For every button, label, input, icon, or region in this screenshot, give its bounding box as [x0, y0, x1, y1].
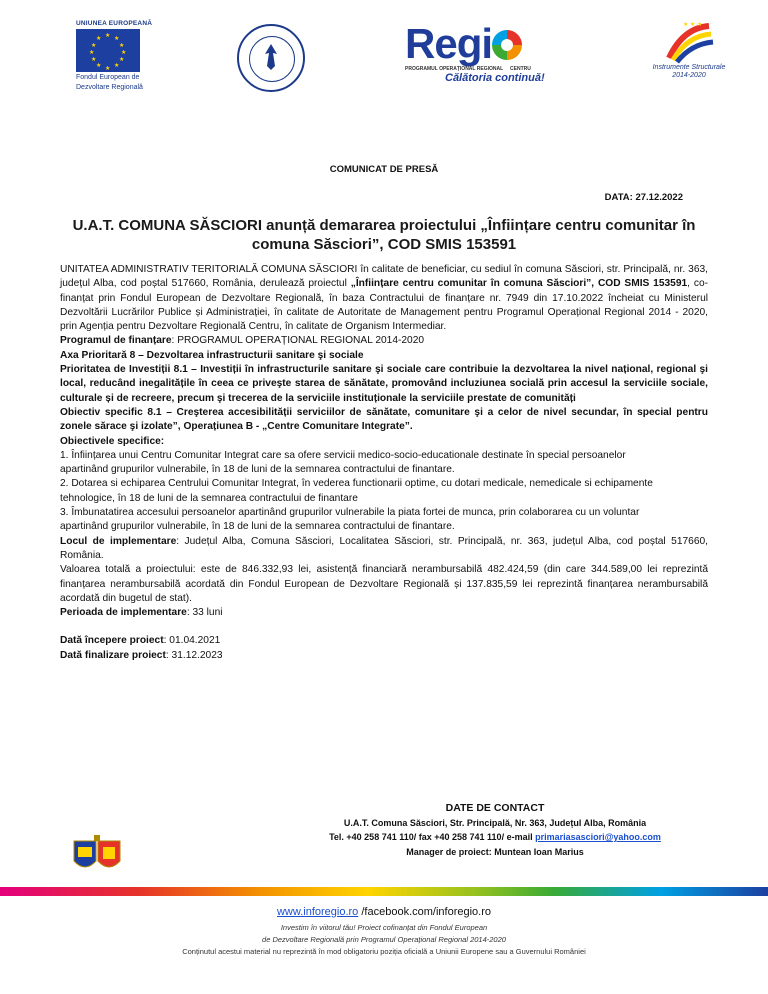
perioada-label: Perioada de implementare [60, 607, 187, 619]
prioritate-paragraph: Prioritatea de Investiții 8.1 – Investiții în infrastructurile sanitare şi sociale care contribuie la dezvoltarea la nivel național, regional şi local, reducând inegalitățile în ceea ce priveşte starea de sănătate, promovând incluziunea socială prin accesul la serviciile sociale, culturale și de recreere, precum şi trecerea de la serviciile instituționale la serviciile prestate de comunități [60, 364, 708, 404]
date-label: DATA: 27.12.2022 [604, 192, 683, 203]
objective-3b: apartinând grupurilor vulnerabile, în 18 de luni de la semnarea contractului de finantare. [60, 521, 455, 533]
regio-sub2: CENTRU [510, 66, 531, 72]
contact-header: DATE DE CONTACT [445, 802, 545, 814]
project-name: „Înființare centru comunitar în comuna Săsciori”, COD SMIS 153591 [350, 278, 688, 290]
locul-label: Locul de implementare [60, 535, 177, 547]
program-label: Programul de finanțare [60, 335, 172, 347]
contact-phone-line [260, 830, 730, 845]
end-label: Dată finalizare proiect [60, 649, 166, 661]
eu-title: UNIUNEA EUROPEANĂ [76, 20, 153, 27]
locul-line [60, 535, 708, 564]
footer-line1: Investim în viitorul tău! Proiect cofinanțat din Fondul European [280, 923, 488, 932]
contact-block [260, 801, 730, 859]
eu-fund-line2: Dezvoltare Regională [76, 84, 143, 91]
axa-line: Axa Prioritară 8 – Dezvoltarea infrastructurii sanitare şi sociale [60, 349, 364, 361]
intro-text-a: UNITATEA ADMINISTRATIV TERITORIALĂ COMUNA SĂSCIORI în calitate de beneficiar, cu sediul în comuna Săsciori, str. Principală, nr. 363, județul Alba, cod poștal 517660, România, derulează proiectul [60, 264, 708, 290]
regio-logo [405, 22, 580, 84]
objective-3a: 3. Îmbunatatirea accesului persoanelor apartinând grupurilor vulnerabile la piata fortei de munca, prin colaborarea cu un voluntar [60, 507, 640, 519]
contact-address: U.A.T. Comuna Săsciori, Str. Principală, Nr. 363, Județul Alba, România [343, 817, 647, 828]
color-stripe [0, 887, 768, 896]
start-label: Dată începere proiect [60, 635, 164, 647]
obiective-label: Obiectivele specifice: [60, 435, 165, 447]
footer-disclaimer: Conținutul acestui material nu reprezintă în mod obligatoriu poziția oficială a Uniunii Europene sau a Guvernului României [182, 947, 586, 956]
perioada-line [60, 606, 708, 620]
page-title: U.A.T. COMUNA SĂSCIORI anunță demararea proiectului „Înființare centru comunitar în comuna Săsciori”, COD SMIS 153591 [72, 217, 696, 253]
press-release-label: COMUNICAT DE PRESĂ [329, 164, 439, 175]
instrumente-structurale-logo [644, 18, 734, 80]
valoare-paragraph: Valoarea totală a proiectului: este de 846.332,93 lei, asistență financiară nerambursabilă 482.424,59 (din care 344.589,00 lei reprezintă finanțarea nerambursabilă acordată din Fondul European de Dezvoltare Regională și 137.835,59 lei reprezintă finanțarea nerambursabilă acordată din bugetul de stat). [60, 564, 708, 604]
contact-email-link[interactable]: primariasasciori@yahoo.com [535, 832, 661, 842]
eu-flag-icon: ★ ★ ★ ★ ★ ★ ★ ★ ★ ★ ★ ★ [76, 29, 140, 72]
objective-1b: apartinând grupurilor vulnerabile, în 18 de luni de la semnarea contractului de finantare. [60, 464, 455, 476]
intro-text-c: , co-finanțat prin Fondul European de Dezvoltare Regională, în baza Contractului de finanțare nr. 7949 din 17.10.2022 încheiat cu Ministerul Dezvoltării Lucrărilor Publice și Administrației, în calitate de Autoritate de Management pentru Programul Operațional Regional 2014 - 2020, prin Agenția pentru Dezvoltare Regională Centru, în calitate de Organism Intermediar. [60, 278, 708, 333]
footer [0, 906, 768, 958]
eu-logo [76, 20, 174, 92]
structural-instruments-icon [663, 18, 715, 64]
objective-1a: 1. Înființarea unui Centru Comunitar Integrat care sa ofere servicii medico-socio-educationale destinate în special persoanelor [60, 449, 626, 461]
locul-value: : Județul Alba, Comuna Săsciori, Localitatea Săsciori, str. Principală, nr. 363, județul Alba, cod poștal 517660, România. [60, 535, 708, 561]
objective-2a: 2. Dotarea si echiparea Centrului Comunitar Integrat, în vederea functionarii optime, cu dotari medicale, nemedicale si echipamente [60, 478, 653, 490]
inforegio-link[interactable]: www.inforegio.ro [276, 906, 359, 918]
eu-fund-line1: Fondul European de [76, 74, 140, 81]
is-line2: 2014-2020 [672, 72, 706, 79]
regio-o-icon [492, 30, 522, 60]
project-manager: Manager de proiect: Muntean Ioan Marius [406, 846, 584, 857]
end-date-line [60, 649, 708, 663]
start-date-line [60, 634, 708, 648]
facebook-text: /facebook.com/inforegio.ro [358, 906, 491, 918]
coat-of-arms-icon [70, 835, 124, 875]
objective-2b: tehnologice, în 18 de luni de la semnarea contractului de finantare [60, 492, 358, 504]
regio-sub1: PROGRAMUL OPERAȚIONAL REGIONAL [405, 66, 504, 72]
program-value: : PROGRAMUL OPERAȚIONAL REGIONAL 2014-2020 [171, 335, 425, 347]
document-body [60, 263, 708, 663]
end-value: : 31.12.2023 [165, 649, 223, 661]
program-line [60, 334, 708, 348]
obiectiv-paragraph: Obiectiv specific 8.1 – Creşterea accesibilității serviciilor de sănătate, comunitare şi a celor de nivel secundar, în special pentru zonele sărace şi izolate”, Operațiunea B - „Centre Comunitare Integrate”. [60, 406, 708, 433]
government-seal-icon [237, 24, 305, 92]
perioada-value: : 33 luni [186, 607, 223, 619]
footer-line2: de Dezvoltare Regională prin Programul Operațional Regional 2014-2020 [262, 935, 506, 944]
intro-paragraph [60, 263, 708, 334]
svg-text:★ ★ ★: ★ ★ ★ [683, 22, 703, 28]
regio-tagline: Călătoria continuă! [445, 72, 545, 84]
is-line1: Instrumente Structurale [652, 64, 726, 71]
regio-word: Regi [405, 20, 493, 67]
contact-phone: Tel. +40 258 741 110/ fax +40 258 741 110/ e-mail [329, 832, 536, 842]
start-value: : 01.04.2021 [163, 635, 221, 647]
footer-links [0, 906, 768, 918]
